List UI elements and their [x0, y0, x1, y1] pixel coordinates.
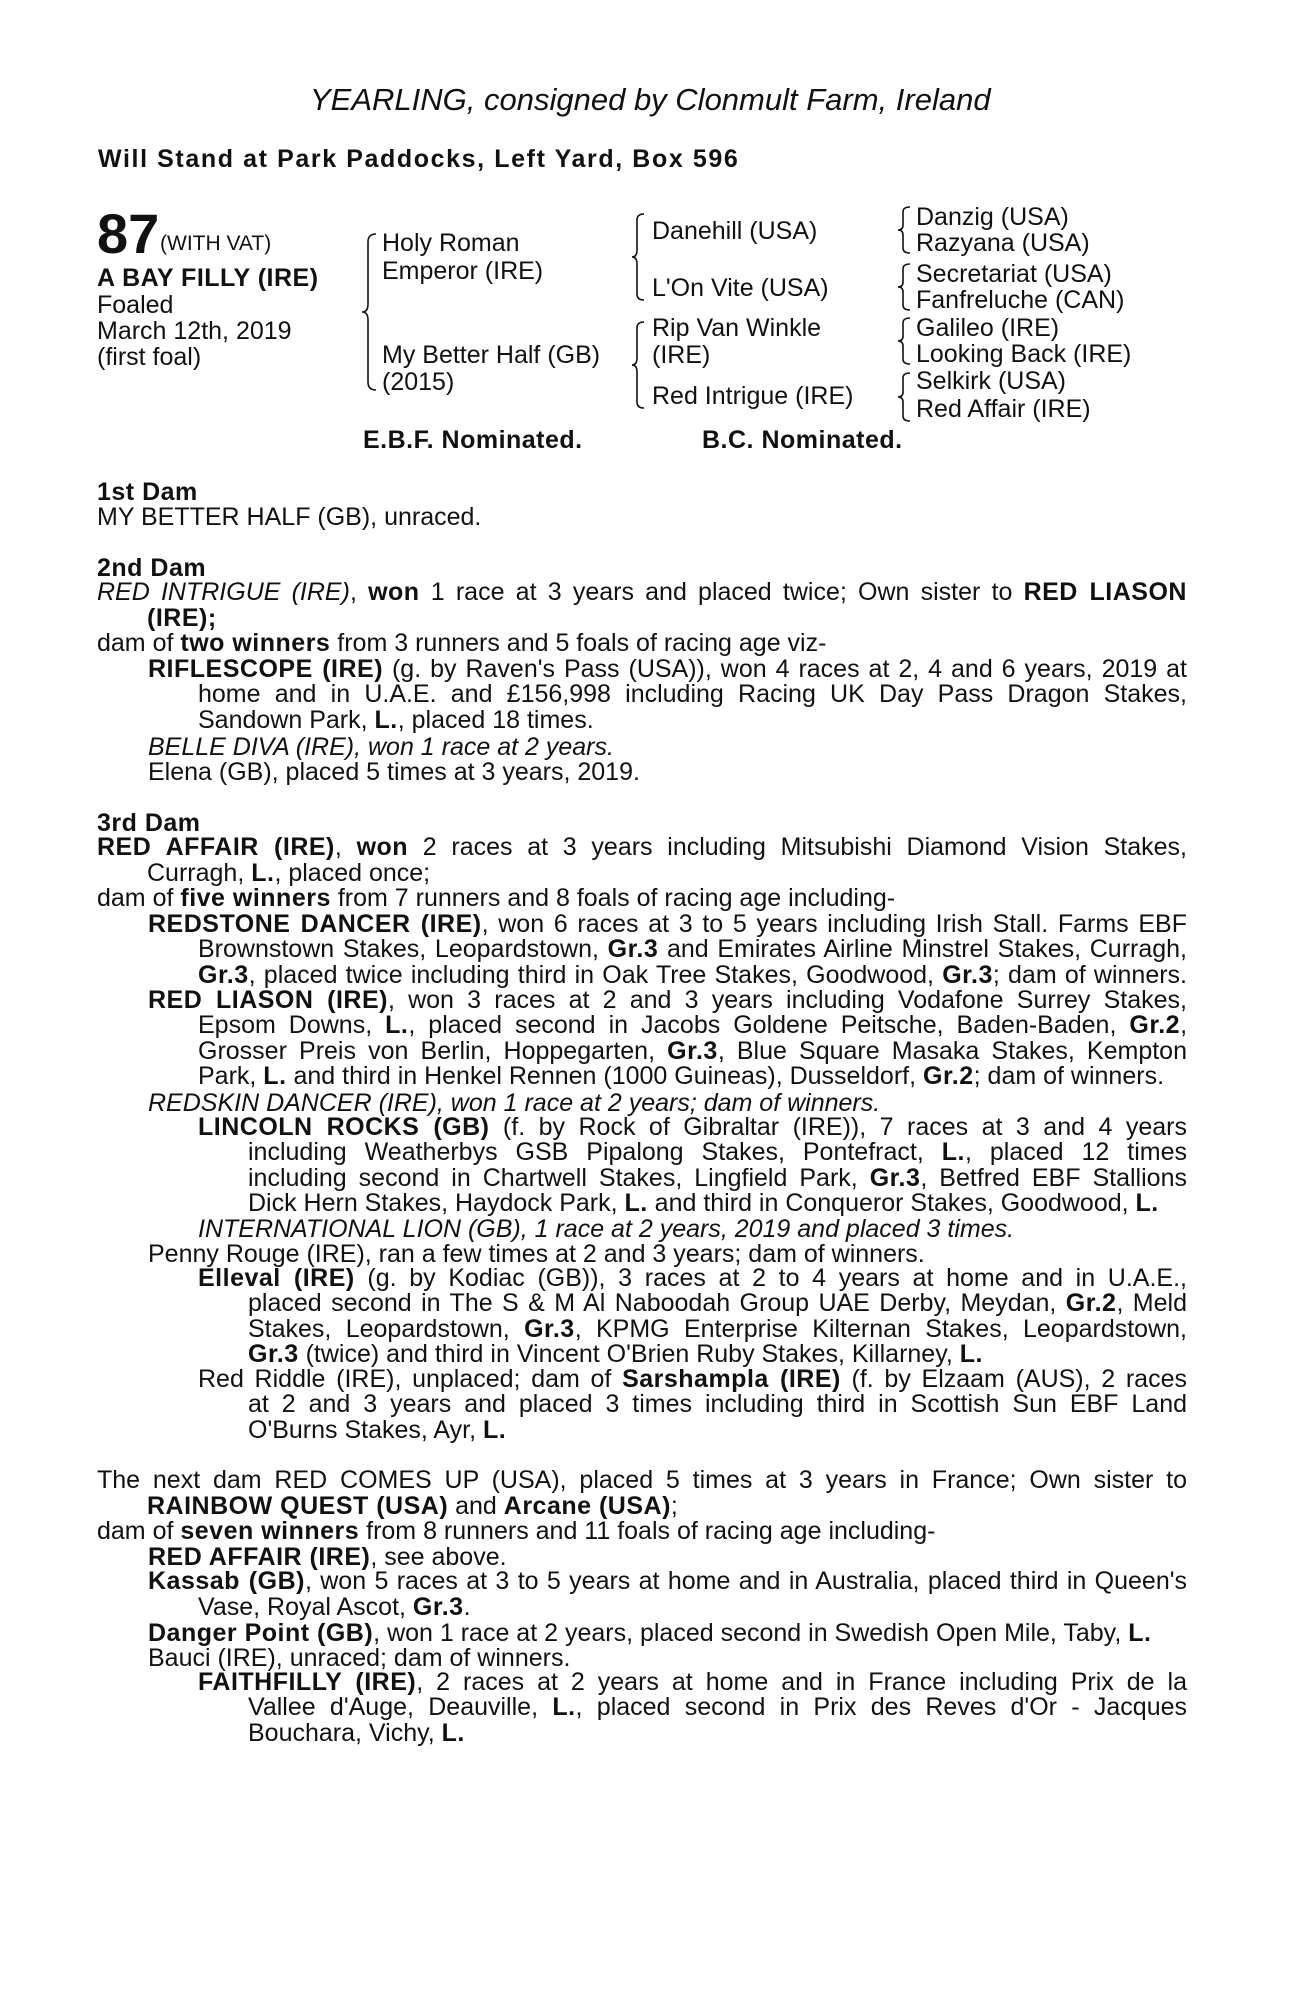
gen3-selkirk: Selkirk (USA): [916, 367, 1067, 395]
gen3-galileo: Galileo (IRE): [916, 314, 1060, 342]
lot-number: 87: [97, 202, 160, 265]
second-dam-line-2: (IRE);: [147, 603, 217, 632]
first-foal-note: (first foal): [97, 343, 202, 371]
dam-dam: Red Intrigue (IRE): [652, 382, 854, 410]
gen3-brace-3: [898, 316, 912, 366]
gen3-secretariat: Secretariat (USA): [916, 260, 1112, 288]
gen3-razyana: Razyana (USA): [916, 229, 1090, 257]
lincoln-rocks-entry: LINCOLN ROCKS (GB) (f. by Rock of Gibraltar (IRE)), 7 races at 3 and 4 years: [198, 1113, 1187, 1141]
riflescope-cont: home and in U.A.E. and £156,998 including Racing UK Day Pass Dragon Stakes, Sandown Park, L., placed 18 times.: [198, 680, 1187, 734]
sire-sire-brace: [632, 212, 646, 302]
red-affair-see-above: RED AFFAIR (IRE), see above.: [148, 1543, 507, 1571]
second-dam-line-1: RED INTRIGUE (IRE), won 1 race at 3 years and placed twice; Own sister to RED LIASON: [97, 578, 1187, 606]
belle-diva-entry: BELLE DIVA (IRE), won 1 race at 2 years.: [148, 733, 614, 761]
dam-sire-brace: [632, 320, 646, 410]
redstone-dancer-entry: REDSTONE DANCER (IRE), won 6 races at 3 to 5 years including Irish Stall. Farms EBF: [148, 910, 1187, 938]
penny-rouge-entry: Penny Rouge (IRE), ran a few times at 2 and 3 years; dam of winners.: [148, 1240, 925, 1268]
red-liason-cont: Epsom Downs, L., placed second in Jacobs Goldene Peitsche, Baden-Baden, Gr.2, Grosser Preis von Berlin, Hoppegarten, Gr.3, Blue Square Masaka Stakes, Kempton Park, L. and third in Henkel Rennen (1000 Guineas), Dusseldorf, Gr.2; dam of winners.: [198, 1011, 1188, 1090]
dam-line-2: (2015): [382, 368, 455, 396]
vat-note: (WITH VAT): [160, 232, 272, 255]
lot-name: A BAY FILLY (IRE): [97, 264, 319, 292]
second-dam-heading: 2nd Dam: [97, 554, 207, 582]
elleval-entry: Elleval (IRE) (g. by Kodiac (GB)), 3 races at 2 to 4 years at home and in U.A.E.,: [198, 1264, 1187, 1292]
gen3-looking-back: Looking Back (IRE): [916, 340, 1132, 368]
second-dam-line-3: dam of two winners from 3 runners and 5 foals of racing age viz-: [97, 629, 827, 657]
stand-location: Will Stand at Park Paddocks, Left Yard, Box 596: [98, 145, 740, 173]
first-dam-text: MY BETTER HALF (GB), unraced.: [97, 503, 482, 531]
danger-point-entry: Danger Point (GB), won 1 race at 2 years, placed second in Swedish Open Mile, Taby, L.: [148, 1619, 1152, 1647]
riflescope-name: RIFLESCOPE (IRE): [148, 655, 384, 683]
faithfilly-entry: FAITHFILLY (IRE), 2 races at 2 years at home and in France including Prix de la: [198, 1668, 1187, 1696]
international-lion-entry: INTERNATIONAL LION (GB), 1 race at 2 years, 2019 and placed 3 times.: [198, 1215, 1015, 1243]
dam-line-1: My Better Half (GB): [382, 341, 601, 369]
sire-brace: [362, 232, 378, 392]
gen3-brace-1: [898, 205, 912, 255]
bauci-entry: Bauci (IRE), unraced; dam of winners.: [148, 1644, 571, 1672]
gen3-fanfreluche: Fanfreluche (CAN): [916, 286, 1125, 314]
sire-line-2: Emperor (IRE): [382, 257, 544, 285]
red-riddle-entry: Red Riddle (IRE), unplaced; dam of Sarshampla (IRE) (f. by Elzaam (AUS), 2 races: [198, 1365, 1187, 1393]
red-riddle-cont: at 2 and 3 years and placed 3 times including third in Scottish Sun EBF Land O'Burns Stakes, Ayr, L.: [248, 1390, 1187, 1444]
next-dam-block: The next dam RED COMES UP (USA), placed 5 times at 3 years in France; Own sister to RAINBOW QUEST (USA) and Arcane (USA); dam of seven winners from 8 runners and 11 foals of racing age including-: [97, 1466, 1187, 1545]
faithfilly-cont: Vallee d'Auge, Deauville, L., placed second in Prix des Reves d'Or - Jacques Bouchara, Vichy, L.: [248, 1693, 1188, 1747]
redstone-dancer-cont: Brownstown Stakes, Leopardstown, Gr.3 and Emirates Airline Minstrel Stakes, Curragh, Gr.3, placed twice including third in Oak Tree Stakes, Goodwood, Gr.3; dam of winners.: [198, 935, 1188, 989]
third-dam-block: RED AFFAIR (IRE), won 2 races at 3 years including Mitsubishi Diamond Vision Stakes, Curragh, L., placed once; dam of five winners from 7 runners and 8 foals of racing age including-: [97, 833, 1188, 912]
elleval-cont: placed second in The S & M Al Naboodah Group UAE Derby, Meydan, Gr.2, Meld Stakes, Leopardstown, Gr.3, KPMG Enterprise Kilternan Stakes, Leopardstown, Gr.3 (twice) and third in Vincent O'Brien Ruby Stakes, Killarney, L.: [248, 1289, 1187, 1368]
ebf-nominated: E.B.F. Nominated.: [363, 426, 583, 454]
riflescope-entry: RIFLESCOPE (IRE) (g. by Raven's Pass (USA)), won 4 races at 2, 4 and 6 years, 2019 at: [148, 655, 1187, 683]
foaled-date: March 12th, 2019: [97, 317, 292, 345]
third-dam-heading: 3rd Dam: [97, 809, 201, 837]
bc-nominated: B.C. Nominated.: [702, 426, 903, 454]
red-affair-name: RED AFFAIR (IRE): [97, 833, 335, 861]
lincoln-rocks-cont: including Weatherbys GSB Pipalong Stakes, Pontefract, L., placed 12 times including second in Chartwell Stakes, Lingfield Park, Gr.3, Betfred EBF Stallions Dick Hern Stakes, Haydock Park, L. and third in Conqueror Stakes, Goodwood, L.: [248, 1138, 1187, 1217]
sire-sire: Danehill (USA): [652, 217, 818, 245]
redskin-dancer-entry: REDSKIN DANCER (IRE), won 1 race at 2 years; dam of winners.: [148, 1089, 881, 1117]
dam-sire-line-1: Rip Van Winkle: [652, 314, 822, 342]
sire-dam: L'On Vite (USA): [652, 274, 829, 302]
sire-line-1: Holy Roman: [382, 229, 520, 257]
gen3-red-affair: Red Affair (IRE): [916, 395, 1091, 423]
red-liason-entry: RED LIASON (IRE), won 3 races at 2 and 3 years including Vodafone Surrey Stakes,: [148, 986, 1187, 1014]
gen3-danzig: Danzig (USA): [916, 203, 1069, 231]
second-dam-block: [97, 580, 1187, 657]
consignor-title: YEARLING, consigned by Clonmult Farm, Ireland: [310, 82, 991, 117]
first-dam-heading: 1st Dam: [97, 478, 198, 506]
dam-sire-line-2: (IRE): [652, 341, 711, 369]
elena-entry: Elena (GB), placed 5 times at 3 years, 2019.: [148, 758, 640, 786]
kassab-entry: Kassab (GB), won 5 races at 3 to 5 years at home and in Australia, placed third in Queen's Vase, Royal Ascot, Gr.3.: [148, 1567, 1187, 1621]
gen3-brace-2: [898, 262, 912, 312]
gen3-brace-4: [898, 371, 912, 423]
foaled-label: Foaled: [97, 291, 174, 319]
